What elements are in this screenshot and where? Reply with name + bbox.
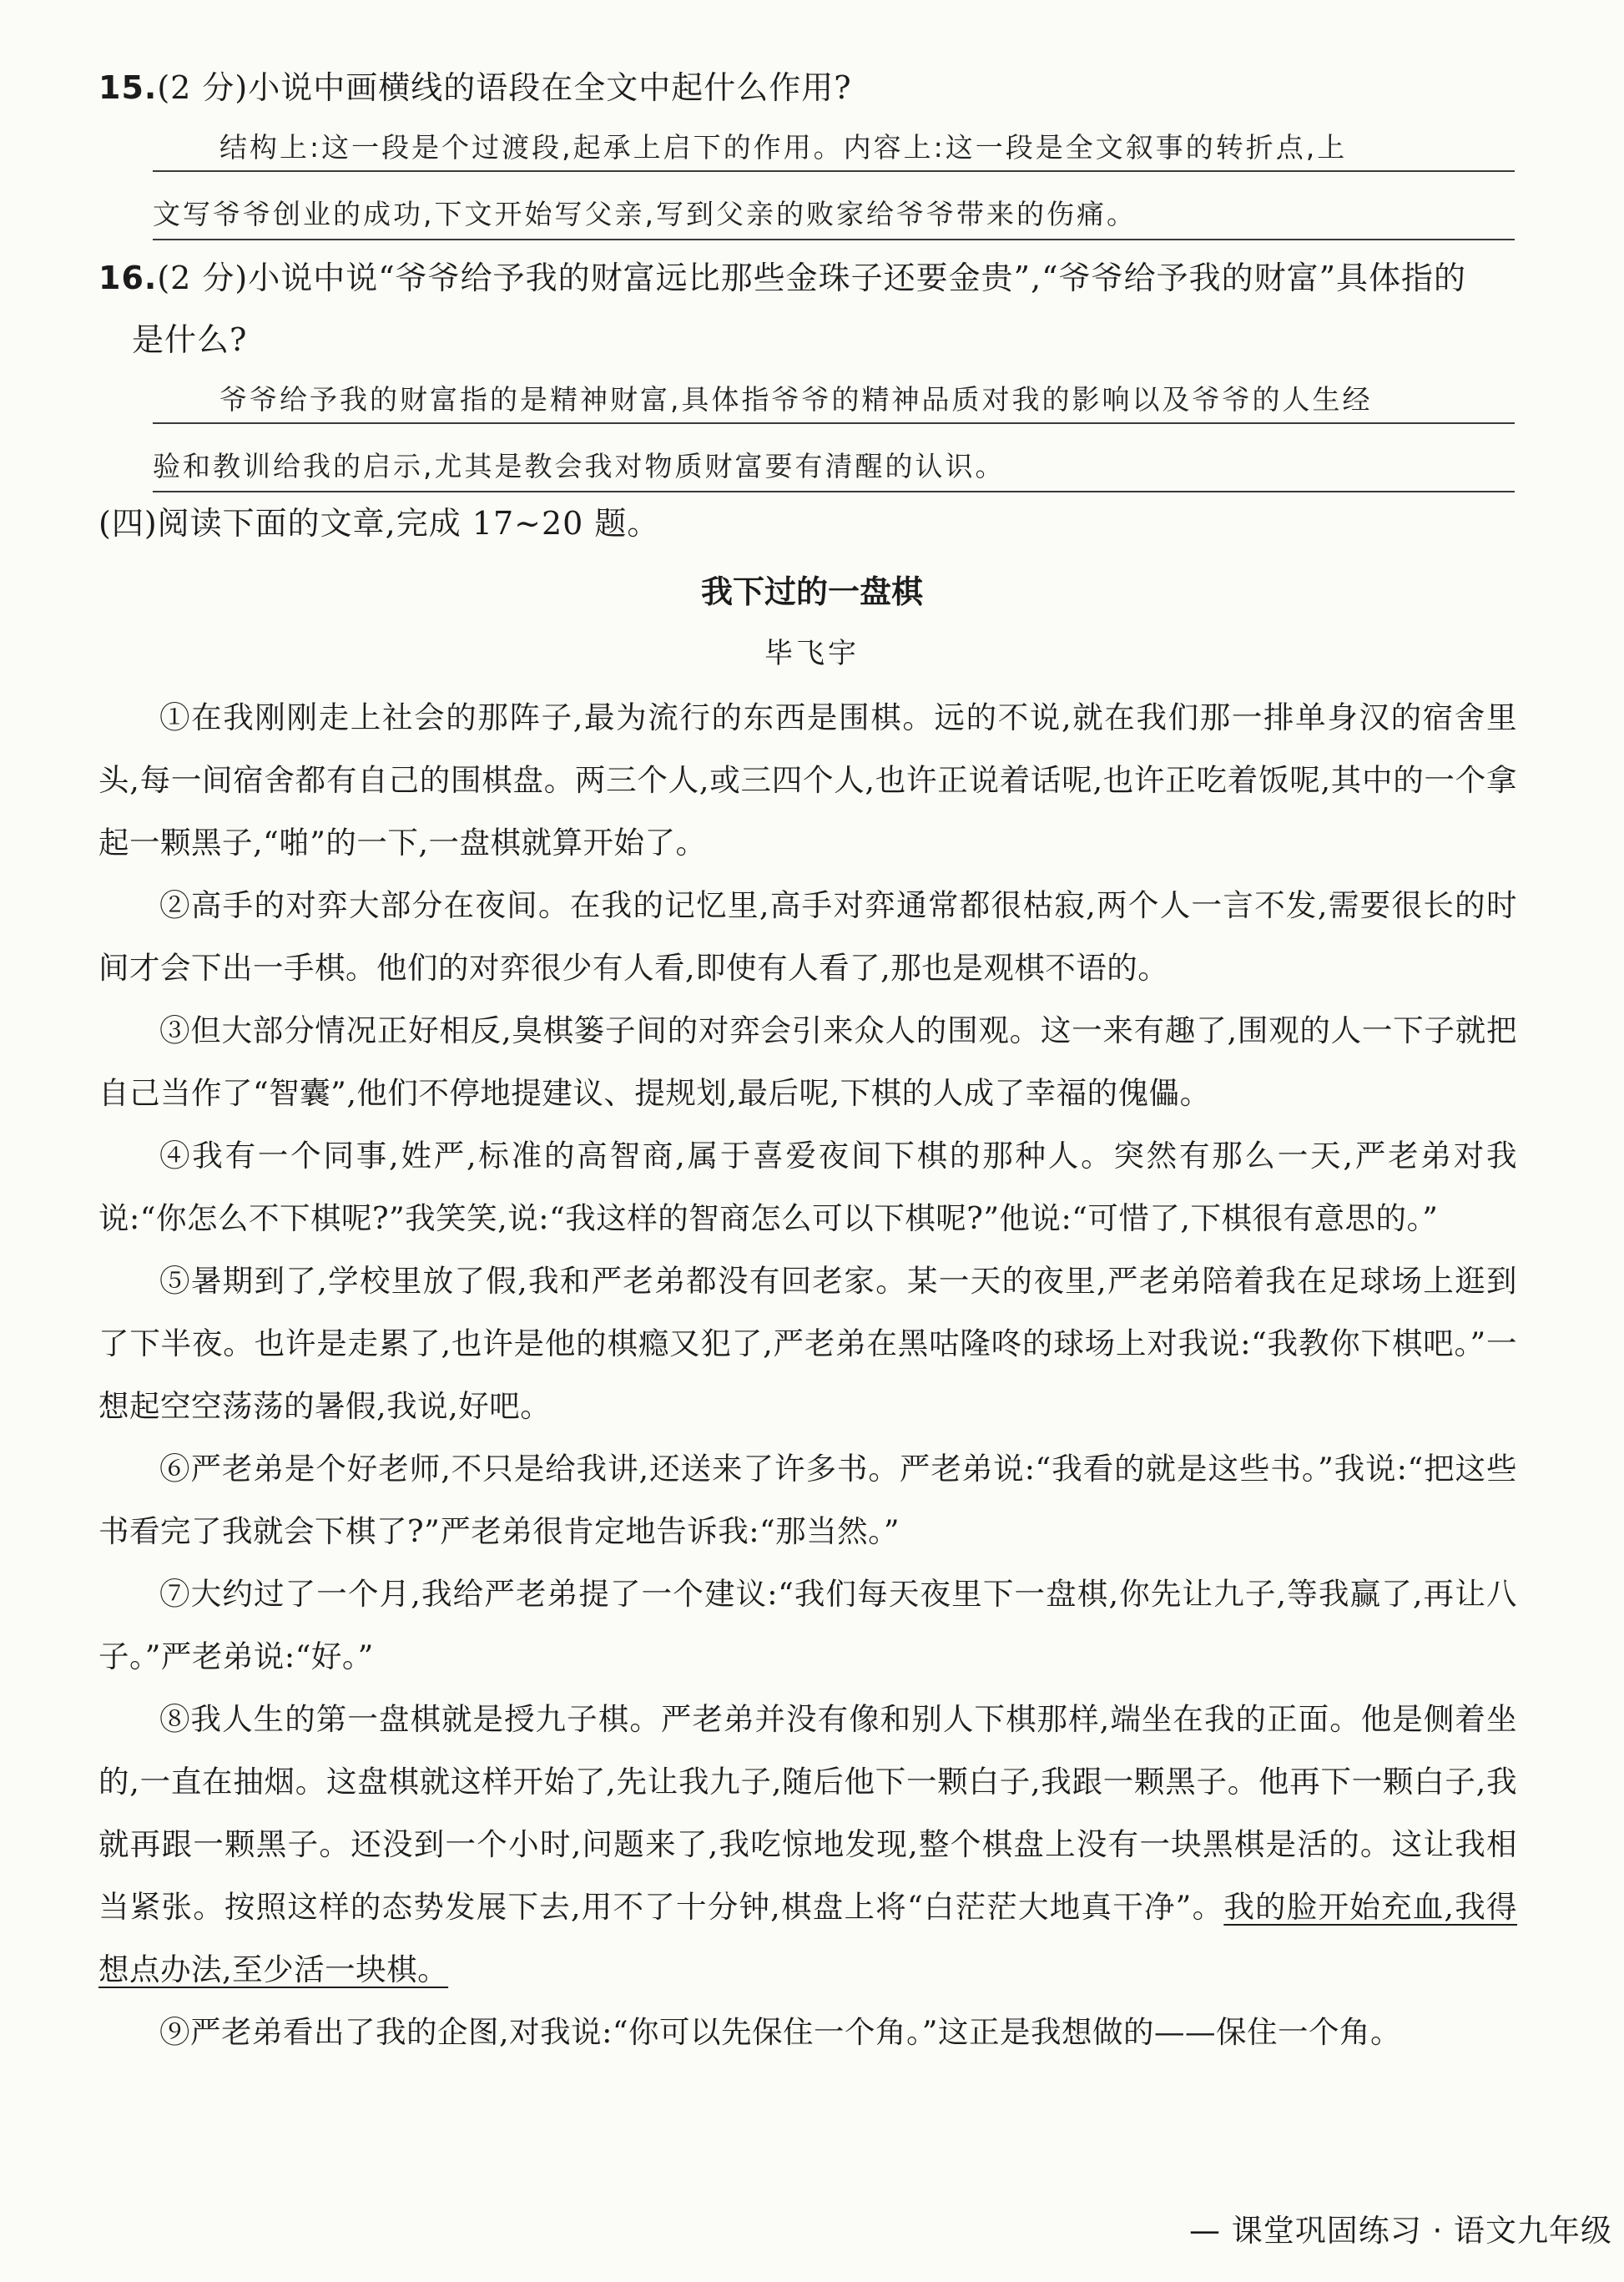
- question-15: [98, 57, 1526, 119]
- answer-15-line-1: 结构上:这一段是个过渡段,起承上启下的作用。内容上:这一段是全文叙事的转折点,上: [153, 124, 1515, 172]
- page-footer: — 课堂巩固练习 · 语文九年级: [1188, 2213, 1612, 2249]
- paragraph-4: ④我有一个同事,姓严,标准的高智商,属于喜爱夜间下棋的那种人。突然有那么一天,严老弟对我说:“你怎么不下棋呢?”我笑笑,说:“我这样的智商怎么可以下棋呢?”他说:“可惜了,下棋很有意思的。”: [98, 1138, 1517, 1236]
- question-16: [98, 247, 1526, 371]
- question-16-text-line-1: (2 分)小说中说“爷爷给予我的财富远比那些金珠子还要金贵”,“爷爷给予我的财富”具体指的: [157, 260, 1467, 296]
- paragraph-5: ⑤暑期到了,学校里放了假,我和严老弟都没有回老家。某一天的夜里,严老弟陪着我在足球场上逛到了下半夜。也许是走累了,也许是他的棋瘾又犯了,严老弟在黑咕隆咚的球场上对我说:“我教你下棋吧。”一想起空空荡荡的暑假,我说,好吧。: [98, 1263, 1517, 1424]
- paragraph-8: [98, 1688, 1517, 2001]
- paragraph-8-text: ⑧我人生的第一盘棋就是授九子棋。严老弟并没有像和别人下棋那样,端坐在我的正面。他是侧着坐的,一直在抽烟。这盘棋就这样开始了,先让我九子,随后他下一颗白子,我跟一颗黑子。他再下一颗白子,我就再跟一颗黑子。还没到一个小时,问题来了,我吃惊地发现,整个棋盘上没有一块黑棋是活的。这让我相当紧张。按照这样的态势发展下去,用不了十分钟,棋盘上将“白茫茫大地真干净”。: [98, 1701, 1517, 1925]
- paragraph-9: ⑨严老弟看出了我的企图,对我说:“你可以先保住一个角。”这正是我想做的——保住一个角。: [159, 2014, 1401, 2050]
- article-body: [98, 686, 1517, 2063]
- article-author: 毕飞宇: [764, 637, 860, 670]
- paragraph-3: ③但大部分情况正好相反,臭棋篓子间的对弈会引来众人的围观。这一来有趣了,围观的人一下子就把自己当作了“智囊”,他们不停地提建议、提规划,最后呢,下棋的人成了幸福的傀儡。: [98, 1012, 1517, 1111]
- answer-15-line-2: 文写爷爷创业的成功,下文开始写父亲,写到父亲的败家给爷爷带来的伤痛。: [153, 190, 1515, 240]
- paragraph-2: ②高手的对弈大部分在夜间。在我的记忆里,高手对弈通常都很枯寂,两个人一言不发,需要很长的时间才会下出一手棋。他们的对弈很少有人看,即使有人看了,那也是观棋不语的。: [98, 887, 1517, 986]
- paragraph-7: ⑦大约过了一个月,我给严老弟提了一个建议:“我们每天夜里下一盘棋,你先让九子,等我赢了,再让八子。”严老弟说:“好。”: [98, 1576, 1517, 1674]
- answer-16-line-1: 爷爷给予我的财富指的是精神财富,具体指爷爷的精神品质对我的影响以及爷爷的人生经: [153, 376, 1515, 424]
- paragraph-6: ⑥严老弟是个好老师,不只是给我讲,还送来了许多书。严老弟说:“我看的就是这些书。”我说:“把这些书看完了我就会下棋了?”严老弟很肯定地告诉我:“那当然。”: [98, 1451, 1517, 1549]
- paragraph-1: ①在我刚刚走上社会的那阵子,最为流行的东西是围棋。远的不说,就在我们那一排单身汉的宿舍里头,每一间宿舍都有自己的围棋盘。两三个人,或三四个人,也许正说着话呢,也许正吃着饭呢,其中的一个拿起一颗黑子,“啪”的一下,一盘棋就算开始了。: [98, 699, 1517, 861]
- question-16-number: 16.: [98, 260, 158, 296]
- underlined-sentence: 我的脸开始充血,我得想点办法,至少活一块棋。: [98, 1889, 1517, 1987]
- question-15-text: (2 分)小说中画横线的语段在全文中起什么作用?: [157, 69, 852, 106]
- section-heading: (四)阅读下面的文章,完成 17~20 题。: [98, 505, 660, 542]
- answer-16-line-2: 验和教训给我的启示,尤其是教会我对物质财富要有清醒的认识。: [153, 442, 1515, 492]
- question-16-text-line-2: 是什么?: [132, 321, 248, 358]
- question-15-number: 15.: [98, 69, 158, 106]
- article-title: 我下过的一盘棋: [700, 573, 923, 610]
